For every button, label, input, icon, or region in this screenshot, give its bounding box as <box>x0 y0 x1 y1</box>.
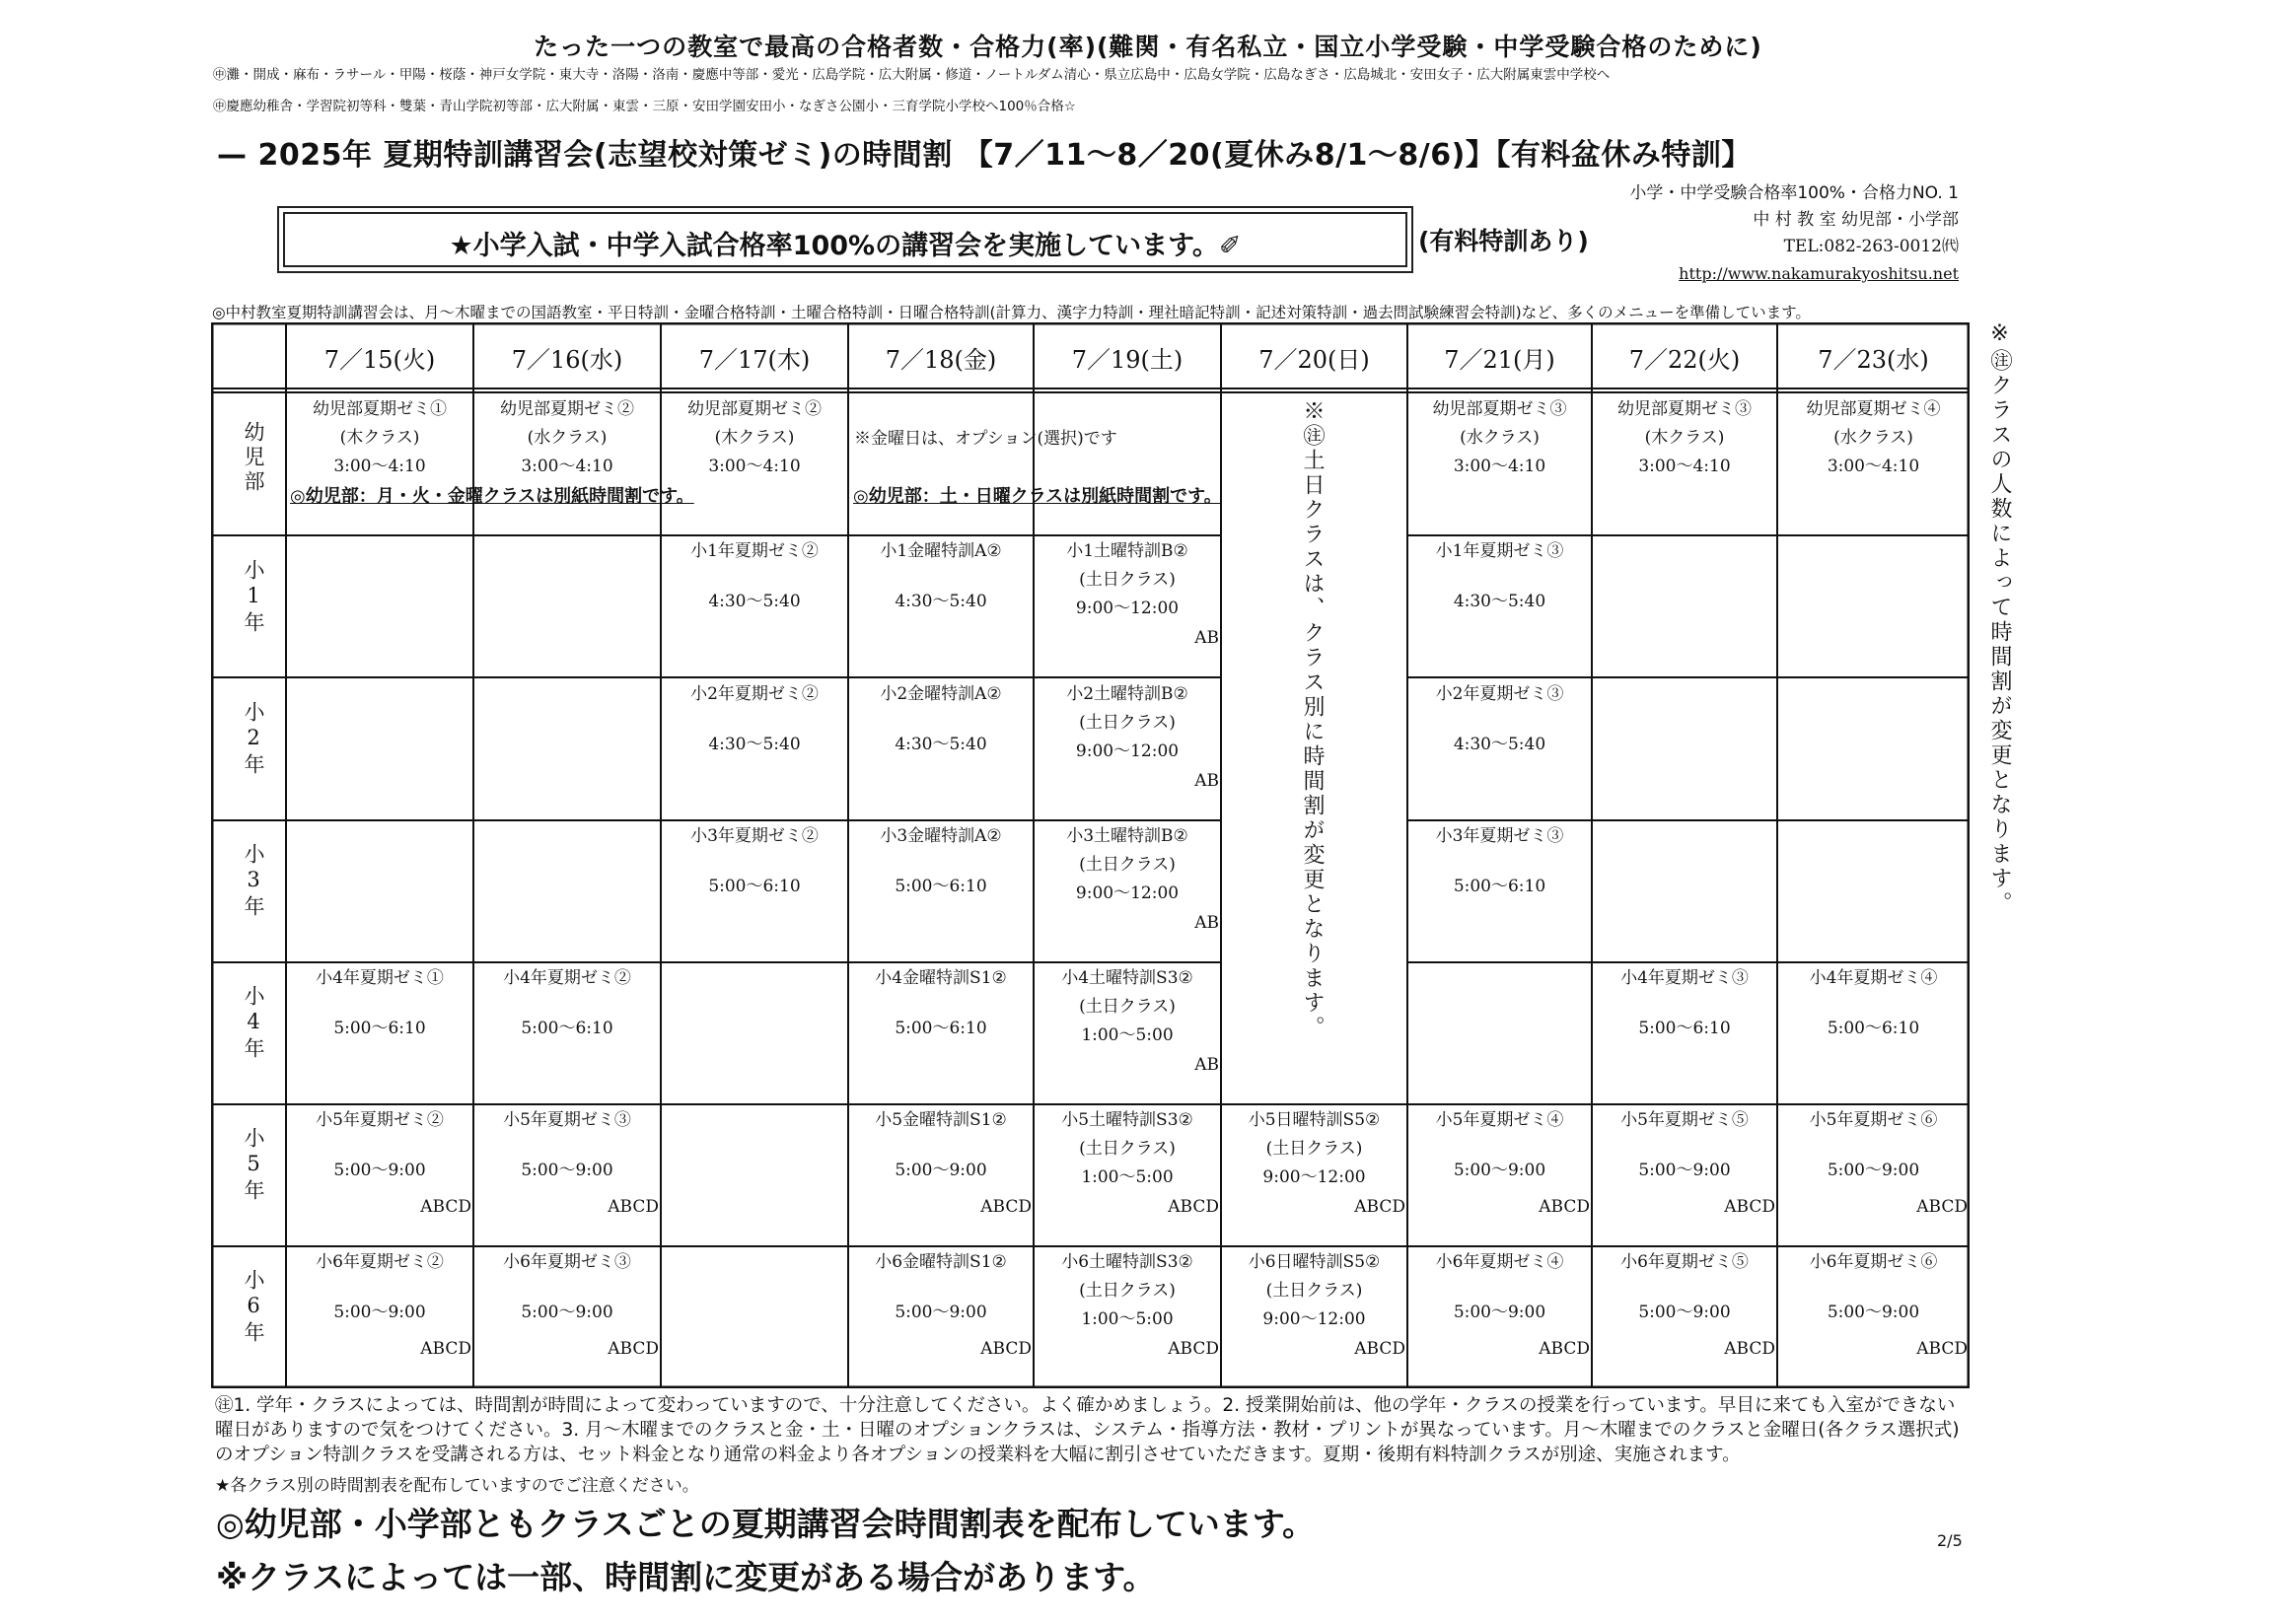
schedule-cell <box>1777 1248 1970 1386</box>
schedule-cell <box>848 537 1034 616</box>
friday-option-note: ※金曜日は、オプション(選択)です <box>854 429 1117 449</box>
schedule-cell <box>1034 822 1221 960</box>
class-group: (土日クラス) <box>1265 1281 1363 1301</box>
notice-box <box>283 212 1407 267</box>
class-name: 小1年夏期ゼミ③ <box>1435 541 1564 561</box>
class-name: 小6金曜特訓S1② <box>875 1252 1007 1272</box>
class-tag: ABCD <box>1724 1197 1775 1217</box>
class-time: 5:00～9:00 <box>1827 1161 1920 1180</box>
brand-block <box>1629 180 1959 287</box>
schedule-cell <box>286 1248 473 1386</box>
class-group: (木クラス) <box>714 428 795 448</box>
row-label: 小1年 <box>242 559 265 636</box>
class-tag: ABCD <box>420 1339 471 1359</box>
schedule-cell <box>1592 964 1777 1043</box>
main-title: — 2025年 夏期特訓講習会(志望校対策ゼミ)の時間割 【7／11～8／20(夏休み8/1～8/6)】【有料盆休み特訓】 <box>217 138 1752 173</box>
class-time: 5:00～6:10 <box>708 877 801 896</box>
schedule-cell <box>1407 1248 1592 1386</box>
class-time: 4:30～5:40 <box>1453 735 1546 754</box>
class-tag: ABCD <box>1354 1197 1405 1217</box>
class-name: 小2年夏期ゼミ② <box>690 684 819 704</box>
day-header: 7／18(金) <box>885 346 997 374</box>
schedule-cell <box>1034 1248 1221 1386</box>
class-tag: ABCD <box>420 1197 471 1217</box>
class-name: 小2金曜特訓A② <box>880 684 1002 704</box>
class-time: 5:00～9:00 <box>1638 1303 1731 1322</box>
class-tag: ABCD <box>1539 1197 1590 1217</box>
schedule-cell <box>1592 1248 1777 1386</box>
notice-text: ★小学入試・中学入試合格率100%の講習会を実施しています。✐ <box>449 231 1242 261</box>
day-header: 7／15(火) <box>323 346 436 374</box>
class-time: 3:00～4:10 <box>1453 457 1546 476</box>
class-time: 9:00～12:00 <box>1075 599 1180 618</box>
big-note-2: ※クラスによっては一部、時間割に変更がある場合があります。 <box>216 1558 1156 1596</box>
schedule-cell <box>661 395 848 481</box>
schedule-cell <box>1407 395 1592 481</box>
class-tag: ABCD <box>1168 1339 1219 1359</box>
class-time: 3:00～4:10 <box>521 457 613 476</box>
header-title: たった一つの教室で最高の合格者数・合格力(率)(難関・有名私立・国立小学受験・中学受験合格のために) <box>534 33 1762 61</box>
class-time: 5:00～9:00 <box>333 1303 426 1322</box>
class-name: 小1金曜特訓A② <box>880 541 1002 561</box>
class-name: 小5土曜特訓S3② <box>1061 1110 1193 1130</box>
brand-name: 中 村 教 室 幼児部・小学部 <box>1753 210 1959 230</box>
class-time: 5:00～9:00 <box>895 1161 987 1180</box>
class-time: 5:00～6:10 <box>521 1019 613 1038</box>
class-tag: ABCD <box>980 1197 1032 1217</box>
class-tag: ABCD <box>608 1339 659 1359</box>
class-time: 5:00～9:00 <box>521 1161 613 1180</box>
class-name: 小3土曜特訓B② <box>1066 826 1188 846</box>
class-time: 5:00～9:00 <box>521 1303 613 1322</box>
class-time: 4:30～5:40 <box>708 592 801 611</box>
class-time: 9:00～12:00 <box>1075 883 1180 903</box>
class-tag: ABCD <box>1354 1339 1405 1359</box>
class-time: 3:00～4:10 <box>1638 457 1731 476</box>
class-group: (水クラス) <box>527 428 608 448</box>
class-time: 5:00～6:10 <box>895 877 987 896</box>
class-group: (水クラス) <box>1833 428 1913 448</box>
class-name: 小5日曜特訓S5② <box>1248 1110 1381 1130</box>
row-label: 小2年 <box>242 701 265 778</box>
class-name: 小1年夏期ゼミ② <box>690 541 819 561</box>
class-group: (土日クラス) <box>1079 855 1176 875</box>
day-header: 7／22(火) <box>1628 346 1741 374</box>
schedule-cell <box>661 680 848 759</box>
row-label: 小4年 <box>242 985 265 1062</box>
class-name: 小6年夏期ゼミ⑥ <box>1809 1252 1938 1272</box>
schedule-cell <box>848 680 1034 759</box>
class-name: 小6年夏期ゼミ③ <box>503 1252 631 1272</box>
schedule-cell <box>1592 1106 1777 1244</box>
footnote: ㊟1. 学年・クラスによっては、時間割が時間によって変わっていますので、十分注意してください。よく確かめましょう。2. 授業開始前は、他の学年・クラスの授業を行っています。早目に来ても入室ができない曜日がありますので気をつけてください。3. 月～木曜までのクラスと金・土・日曜のオプションクラスは、システム・指導方法・教材・プリントが異なっています。月～木曜までのクラスと金曜日(各クラス選択式)のオプション特訓クラスを受講される方は、セット料金となり通常の料金より各オプションの授業料を大幅に割引させていただきます。夏期・後期有料特訓クラスが別途、実施されます。 <box>215 1395 1960 1465</box>
schedule-cell <box>848 1106 1034 1244</box>
class-name: 幼児部夏期ゼミ② <box>687 399 822 419</box>
class-time: 5:00～9:00 <box>1453 1161 1546 1180</box>
row-label: 小3年 <box>242 843 265 920</box>
class-name: 小2年夏期ゼミ③ <box>1435 684 1564 704</box>
schools-line-2: ㊥慶應幼稚舎・学習院初等科・雙葉・青山学院初等部・広大附属・東雲・三原・安田学園安田小・なぎさ公園小・三育学院小学校へ100％合格☆ <box>213 99 1076 114</box>
row-label: 小5年 <box>242 1127 265 1204</box>
brand-tel: TEL:082-263-0012㈹ <box>1783 237 1959 256</box>
class-time: 4:30～5:40 <box>1453 592 1546 611</box>
schools-line-1: ㊥灘・開成・麻布・ラサール・甲陽・桜蔭・神戸女学院・東大寺・洛陽・洛南・慶應中等部・愛光・広島学院・広大附属・修道・ノートルダム清心・県立広島中・広島女学院・広島なぎさ・広島城北・安田女子・広大附属東雲中学校へ <box>213 67 1611 83</box>
class-tag: ABCD <box>1916 1197 1968 1217</box>
class-group: (土日クラス) <box>1079 1139 1176 1159</box>
class-name: 小3金曜特訓A② <box>880 826 1002 846</box>
class-time: 3:00～4:10 <box>333 457 426 476</box>
schedule-cell <box>1592 395 1777 481</box>
class-group: (土日クラス) <box>1265 1139 1363 1159</box>
class-name: 小5年夏期ゼミ③ <box>503 1110 631 1130</box>
schedule-cell <box>848 1248 1034 1386</box>
class-name: 小6年夏期ゼミ② <box>316 1252 444 1272</box>
day-header: 7／20(日) <box>1258 346 1370 374</box>
schedule-cell <box>661 822 848 901</box>
class-group: (土日クラス) <box>1079 997 1176 1017</box>
class-time: 5:00～9:00 <box>333 1161 426 1180</box>
row-label: 幼児部 <box>242 421 265 495</box>
schedule-cell <box>473 1248 661 1386</box>
schedule-cell <box>1221 1106 1407 1244</box>
class-time: 9:00～12:00 <box>1075 741 1180 761</box>
schedule-cell <box>1407 680 1592 759</box>
class-name: 小4年夏期ゼミ③ <box>1620 968 1749 988</box>
schedule-cell <box>1777 1106 1970 1244</box>
class-time: 1:00～5:00 <box>1081 1025 1174 1045</box>
side-vertical-note: ※㊟クラスの人数によって時間割が変更となります。 <box>1987 321 2012 916</box>
class-time: 1:00～5:00 <box>1081 1167 1174 1187</box>
class-name: 小6土曜特訓S3② <box>1061 1252 1193 1272</box>
class-name: 小6日曜特訓S5② <box>1248 1252 1381 1272</box>
schedule-cell <box>286 395 473 481</box>
schedule-cell <box>1407 822 1592 901</box>
schedule-cell <box>473 964 661 1043</box>
day-header: 7／16(水) <box>511 346 623 374</box>
schedule-cell <box>1777 395 1970 481</box>
class-name: 小5年夏期ゼミ⑤ <box>1620 1110 1749 1130</box>
class-name: 小1土曜特訓B② <box>1066 541 1188 561</box>
class-tag: ABCD <box>608 1197 659 1217</box>
small-note: ★各クラス別の時間割表を配布していますのでご注意ください。 <box>215 1476 699 1496</box>
class-tag: ABCD <box>1539 1339 1590 1359</box>
class-time: 3:00～4:10 <box>1827 457 1920 476</box>
class-time: 5:00～6:10 <box>895 1019 987 1038</box>
class-group: (土日クラス) <box>1079 1281 1176 1301</box>
class-group: (木クラス) <box>339 428 420 448</box>
schedule-cell <box>473 395 661 481</box>
class-time: 5:00～9:00 <box>1827 1303 1920 1322</box>
sunday-vertical-note: ※㊟土日クラスは、クラス別に時間割が変更となります。 <box>1300 399 1325 1040</box>
class-group: (土日クラス) <box>1079 713 1176 733</box>
class-name: 小4土曜特訓S3② <box>1061 968 1193 988</box>
brand-tagline: 小学・中学受験合格率100%・合格力NO. 1 <box>1629 183 1959 203</box>
schedule-cell <box>1777 964 1970 1043</box>
class-name: 小6年夏期ゼミ⑤ <box>1620 1252 1749 1272</box>
class-tag: ABCD <box>980 1339 1032 1359</box>
schedule-table <box>211 322 1970 1388</box>
class-name: 小6年夏期ゼミ④ <box>1435 1252 1564 1272</box>
class-time: 3:00～4:10 <box>708 457 801 476</box>
class-tag: ABCD <box>1168 1197 1219 1217</box>
class-name: 小5金曜特訓S1② <box>875 1110 1007 1130</box>
class-name: 小3年夏期ゼミ③ <box>1435 826 1564 846</box>
page-number: 2/5 <box>1937 1531 1963 1550</box>
schedule-cell <box>848 964 1034 1043</box>
schedule-cell <box>286 964 473 1043</box>
brand-url-link[interactable]: http://www.nakamurakyoshitsu.net <box>1679 264 1959 283</box>
schedule-cell <box>1221 1248 1407 1386</box>
schedule-cell <box>1034 537 1221 675</box>
day-header: 7／19(土) <box>1071 346 1184 374</box>
schedule-cell <box>1034 1106 1221 1244</box>
class-name: 幼児部夏期ゼミ② <box>500 399 634 419</box>
class-tag: AB <box>1194 913 1219 933</box>
kinder-note-weekend: ◎幼児部：土・日曜クラスは別紙時間割です。 <box>853 486 1222 507</box>
schedule-cell <box>1034 680 1221 818</box>
class-name: 小5年夏期ゼミ⑥ <box>1809 1110 1938 1130</box>
class-time: 4:30～5:40 <box>708 735 801 754</box>
class-time: 5:00～9:00 <box>1638 1161 1731 1180</box>
day-header: 7／21(月) <box>1444 346 1555 374</box>
schedule-cell <box>848 822 1034 901</box>
class-name: 小4年夏期ゼミ② <box>503 968 631 988</box>
class-name: 幼児部夏期ゼミ③ <box>1617 399 1752 419</box>
notice-aside: (有料特訓あり) <box>1418 227 1589 255</box>
class-group: (土日クラス) <box>1079 570 1176 590</box>
class-time: 4:30～5:40 <box>895 735 987 754</box>
class-name: 小5年夏期ゼミ④ <box>1435 1110 1564 1130</box>
class-group: (水クラス) <box>1460 428 1540 448</box>
schedule-cell <box>1034 964 1221 1102</box>
class-tag: ABCD <box>1916 1339 1968 1359</box>
schedule-cell <box>661 537 848 616</box>
class-tag: AB <box>1194 1055 1219 1075</box>
class-tag: AB <box>1194 628 1219 648</box>
class-name: 小4金曜特訓S1② <box>875 968 1007 988</box>
class-time: 5:00～6:10 <box>1638 1019 1731 1038</box>
class-name: 小4年夏期ゼミ① <box>316 968 444 988</box>
class-name: 小5年夏期ゼミ② <box>316 1110 444 1130</box>
class-time: 5:00～9:00 <box>1453 1303 1546 1322</box>
big-note-1: ◎幼児部・小学部ともクラスごとの夏期講習会時間割表を配布しています。 <box>216 1505 1316 1543</box>
schedule-cell <box>286 1106 473 1244</box>
schedule-cell <box>473 1106 661 1244</box>
class-time: 5:00～6:10 <box>1827 1019 1920 1038</box>
class-name: 小2土曜特訓B② <box>1066 684 1188 704</box>
class-name: 幼児部夏期ゼミ④ <box>1806 399 1941 419</box>
day-header: 7／17(木) <box>698 346 811 374</box>
class-name: 小4年夏期ゼミ④ <box>1809 968 1938 988</box>
day-header: 7／23(水) <box>1818 346 1929 374</box>
class-time: 9:00～12:00 <box>1262 1309 1366 1329</box>
class-time: 5:00～6:10 <box>1453 877 1546 896</box>
schedule-cell <box>1407 1106 1592 1244</box>
class-group: (木クラス) <box>1644 428 1725 448</box>
class-time: 4:30～5:40 <box>895 592 987 611</box>
class-tag: ABCD <box>1724 1339 1775 1359</box>
kinder-note-weekday: ◎幼児部：月・火・金曜クラスは別紙時間割です。 <box>290 486 694 507</box>
class-name: 小3年夏期ゼミ② <box>690 826 819 846</box>
class-time: 1:00～5:00 <box>1081 1309 1174 1329</box>
class-time: 5:00～6:10 <box>333 1019 426 1038</box>
class-time: 9:00～12:00 <box>1262 1167 1366 1187</box>
class-time: 5:00～9:00 <box>895 1303 987 1322</box>
class-name: 幼児部夏期ゼミ③ <box>1432 399 1567 419</box>
class-tag: AB <box>1194 771 1219 791</box>
class-name: 幼児部夏期ゼミ① <box>313 399 447 419</box>
intro-text: ◎中村教室夏期特訓講習会は、月～木曜までの国語教室・平日特訓・金曜合格特訓・土曜合格特訓・日曜合格特訓(計算力、漢字力特訓・理社暗記特訓・記述対策特訓・過去問試験練習会特訓)など、多くのメニューを準備しています。 <box>212 304 1811 321</box>
schedule-cell <box>1407 537 1592 616</box>
row-label: 小6年 <box>242 1269 265 1346</box>
